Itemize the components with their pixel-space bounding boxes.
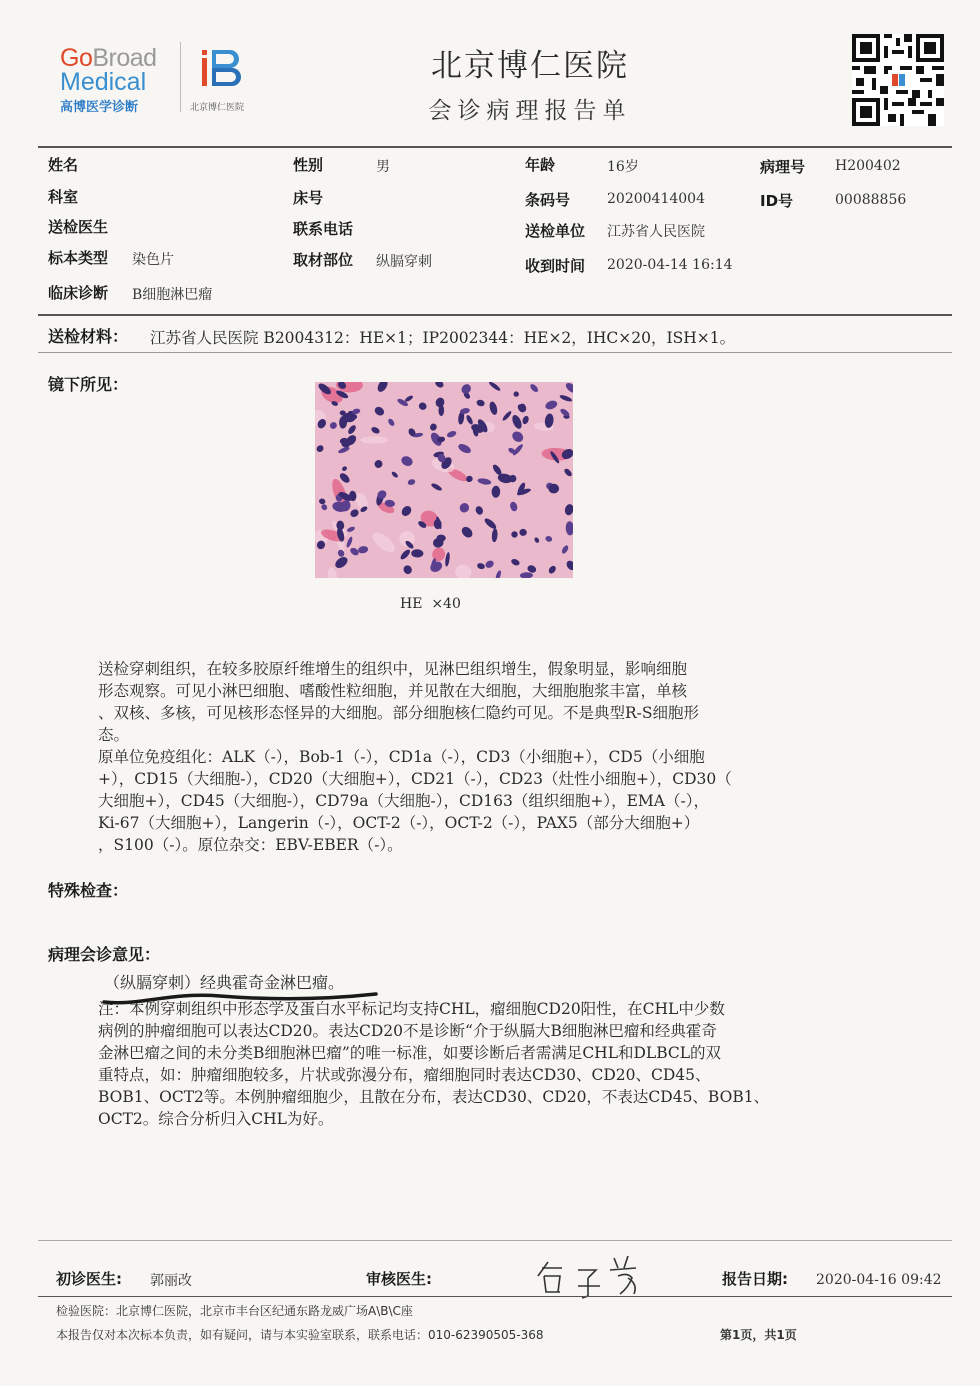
material-rule xyxy=(38,352,952,353)
logo-go: Go xyxy=(60,44,93,72)
opinion-conclusion: （纵膈穿刺）经典霍奇金淋巴瘤。 xyxy=(104,973,345,992)
unit-label: 送检单位 xyxy=(525,222,586,240)
microscopy-line: +），CD15（大细胞-），CD20（大细胞+），CD21（-），CD23（灶性小细胞+），CD30（ xyxy=(98,770,732,788)
bed-label: 床号 xyxy=(293,189,324,207)
name-label: 姓名 xyxy=(48,156,79,174)
micrograph-caption: HE ×40 xyxy=(400,596,461,612)
footer-page-number: 第1页，共1页 xyxy=(720,1328,797,1342)
report-subtitle: 会诊病理报告单 xyxy=(428,98,632,124)
gender-label: 性别 xyxy=(293,156,324,174)
pathno-label: 病理号 xyxy=(760,158,806,176)
microscopy-line: 态。 xyxy=(98,726,130,744)
phone-label: 联系电话 xyxy=(293,220,354,238)
microscopy-line: 送检穿刺组织，在较多胶原纤维增生的组织中，见淋巴组织增生，假象明显，影响细胞 xyxy=(98,660,688,678)
initial-doctor-label: 初诊医生: xyxy=(56,1270,122,1288)
specimen-label: 标本类型 xyxy=(48,249,109,267)
gobroad-logo xyxy=(60,46,170,115)
initial-doctor-value: 郭丽改 xyxy=(150,1273,192,1289)
site-label: 取材部位 xyxy=(293,251,354,269)
opinion-line: 金淋巴瘤之间的未分类B细胞淋巴瘤”的唯一标准，如要诊断后者需满足CHL和DLBCL的双 xyxy=(98,1044,722,1062)
received-label: 收到时间 xyxy=(525,257,586,275)
opinion-title: 病理会诊意见： xyxy=(48,945,161,964)
microscopy-line: 、双核、多核，可见核形态怪异的大细胞。部分细胞核仁隐约可见。不是典型R-S细胞形 xyxy=(98,704,700,722)
logo-broad: Broad xyxy=(92,44,157,72)
site-value: 纵膈穿刺 xyxy=(376,254,432,270)
opinion-notes xyxy=(98,998,878,1130)
barcode-value: 20200414004 xyxy=(607,191,705,207)
hospital-logo xyxy=(190,48,270,113)
microscopy-line: Ki-67（大细胞+），Langerin（-），OCT-2（-），OCT-2（-），PAX5（部分大细胞+） xyxy=(98,814,700,832)
opinion-line: 重特点，如：肿瘤细胞较多，片状或弥漫分布，瘤细胞同时表达CD30、CD20、CD45、 xyxy=(98,1066,711,1084)
microscopy-line: 大细胞+），CD45（大细胞-），CD79a（大细胞-），CD163（组织细胞+），EMA（-）， xyxy=(98,792,709,810)
opinion-line: 病例的肿瘤细胞可以表达CD20。表达CD20不是诊断“介于纵膈大B细胞淋巴瘤和经典霍奇 xyxy=(98,1022,717,1040)
pen-underline-mark xyxy=(100,990,380,1010)
unit-value: 江苏省人民医院 xyxy=(607,224,705,240)
report-title: 北京博仁医院 xyxy=(431,48,629,84)
material-text: 江苏省人民医院 B2004312：HE×1；IP2002344：HE×2，IHC×20，ISH×1。 xyxy=(150,329,736,347)
microscopy-line: 原单位免疫组化：ALK（-），Bob-1（-），CD1a（-），CD3（小细胞+），CD5（小细胞 xyxy=(98,748,705,766)
logo-medical: Medical xyxy=(60,68,147,96)
diagnosis-value: B细胞淋巴瘤 xyxy=(132,287,213,303)
header-rule xyxy=(38,146,952,148)
barcode-label: 条码号 xyxy=(525,191,571,209)
age-value: 16岁 xyxy=(607,159,639,175)
reviewer-signature xyxy=(528,1246,648,1302)
received-value: 2020-04-14 16:14 xyxy=(607,257,733,273)
qr-code xyxy=(852,34,944,126)
special-title: 特殊检查： xyxy=(48,881,129,900)
report-date-label: 报告日期: xyxy=(722,1270,788,1288)
age-label: 年龄 xyxy=(525,156,556,174)
microscopy-title: 镜下所见： xyxy=(48,375,129,394)
report-date-value: 2020-04-16 09:42 xyxy=(816,1272,942,1288)
hospital-logo-icon xyxy=(190,48,252,94)
he-micrograph xyxy=(315,382,573,578)
gender-value: 男 xyxy=(376,159,390,175)
footer-notice: 本报告仅对本次标本负责，如有疑问，请与本实验室联系，联系电话：010-62390505-368 xyxy=(56,1328,544,1342)
footer-rule xyxy=(38,1296,952,1297)
microscopy-line: 形态观察。可见小淋巴细胞、嗜酸性粒细胞，并见散在大细胞，大细胞胞浆丰富，单核 xyxy=(98,682,688,700)
signature-top-rule xyxy=(38,1240,952,1241)
footer-address: 检验医院：北京博仁医院，北京市丰台区纪通东路龙威广场A\B\C座 xyxy=(56,1304,413,1318)
id-value: 00088856 xyxy=(835,192,907,208)
pathno-value: H200402 xyxy=(835,158,901,174)
microscopy-text xyxy=(98,658,878,856)
microscopy-line: ，S100（-）。原位杂交：EBV-EBER（-）。 xyxy=(98,836,403,854)
hospital-logo-text: 北京博仁医院 xyxy=(190,103,245,113)
opinion-line: BOB1、OCT2等。本例肿瘤细胞少，且散在分布，表达CD30、CD20，不表达CD45、BOB1、 xyxy=(98,1088,770,1106)
logo-cn: 高博医学诊断 xyxy=(60,99,139,114)
info-rule xyxy=(38,314,952,316)
id-label: ID号 xyxy=(760,192,794,210)
material-label: 送检材料： xyxy=(48,327,129,346)
he-micrograph-image xyxy=(315,382,573,578)
opinion-line: OCT2。综合分析归入CHL为好。 xyxy=(98,1110,334,1128)
diagnosis-label: 临床诊断 xyxy=(48,284,109,302)
opinion-line: 注：本例穿刺组织中形态学及蛋白水平标记均支持CHL，瘤细胞CD20阳性，在CHL中少数 xyxy=(98,1000,725,1018)
specimen-value: 染色片 xyxy=(132,252,174,268)
doctor-label: 送检医生 xyxy=(48,218,109,236)
dept-label: 科室 xyxy=(48,188,79,206)
logo-divider xyxy=(180,42,181,112)
review-doctor-label: 审核医生: xyxy=(366,1270,432,1288)
